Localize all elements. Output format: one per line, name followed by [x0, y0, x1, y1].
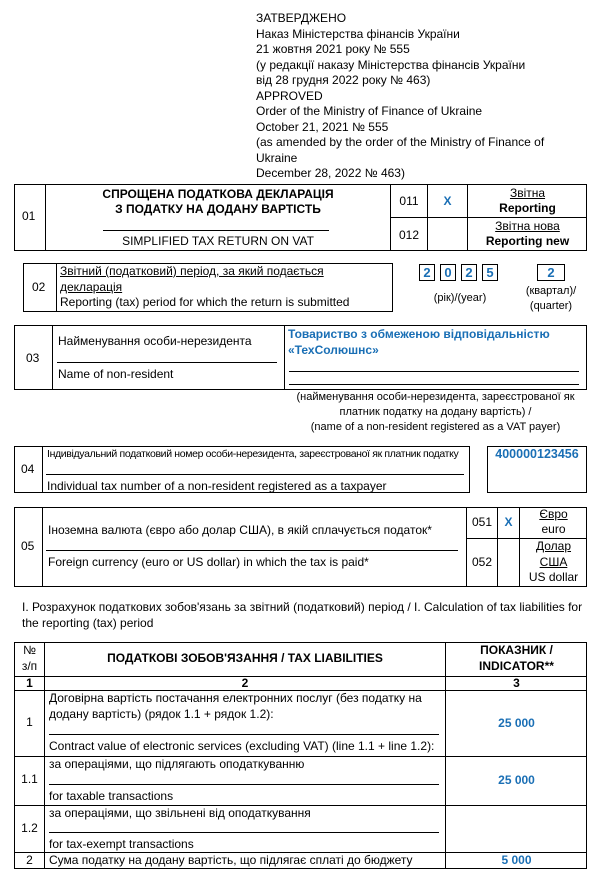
currency-usd-ua-1: Долар — [535, 539, 572, 553]
tax-number-label-en: Individual tax number of a non-resident registered as a taxpayer — [47, 479, 387, 493]
form-title-line: СПРОЩЕНА ПОДАТКОВА ДЕКЛАРАЦІЯ — [102, 187, 334, 201]
table-row-number: 2 — [26, 853, 33, 867]
table-row-number: 1.1 — [21, 772, 38, 786]
year-digit[interactable]: 2 — [419, 264, 435, 281]
column-index: 2 — [241, 676, 249, 690]
code-051: 051 — [471, 515, 493, 529]
period-label — [60, 264, 349, 311]
row-text-ua: Сума податку на додану вартість, що підлягає сплаті до бюджету — [49, 853, 413, 867]
table-row-number: 1 — [26, 715, 33, 729]
checkbox-051[interactable]: X — [504, 515, 513, 529]
header-line: ЗАТВЕРДЖЕНО — [256, 11, 347, 25]
type-reporting-new-ua: Звітна нова — [495, 219, 560, 233]
type-reporting-new — [468, 219, 587, 249]
type-reporting-ua: Звітна — [509, 186, 546, 200]
type-reporting — [468, 186, 587, 216]
currency-usd-ua-2: США — [539, 554, 568, 569]
table-header-num-1: № — [23, 643, 36, 657]
block-number: 03 — [26, 351, 40, 365]
code-011: 011 — [399, 194, 419, 208]
section-title-line-2: the reporting (tax) period — [22, 616, 154, 630]
block-number: 04 — [21, 462, 35, 476]
table-header-liabilities: ПОДАТКОВІ ЗОБОВ'ЯЗАННЯ / TAX LIABILITIES — [107, 651, 383, 665]
code-012: 012 — [398, 228, 420, 242]
year-digit[interactable]: 2 — [461, 264, 477, 281]
currency-usd — [520, 539, 587, 586]
header-line: від 28 грудня 2022 року № 463) — [256, 73, 431, 87]
table-row-value[interactable]: 25 000 — [498, 716, 535, 730]
header-line: 21 жовтня 2021 року № 555 — [256, 42, 410, 56]
year-label: (рік)/(year) — [433, 292, 487, 304]
code-052: 052 — [471, 555, 493, 569]
period-label-ua-2: декларація — [60, 279, 123, 294]
block-number: 05 — [21, 539, 35, 553]
checkbox-011[interactable]: X — [443, 194, 452, 208]
approval-header — [256, 11, 576, 182]
table-row-value[interactable]: 25 000 — [498, 773, 535, 787]
table-row-description — [49, 691, 443, 722]
header-line: (у редакції наказу Міністерства фінансів України — [256, 57, 526, 72]
name-note-1: (найменування особи-нерезидента, зареєстрованої як — [296, 391, 575, 403]
form-title-line: З ПОДАТКУ НА ДОДАНУ ВАРТІСТЬ — [115, 202, 321, 216]
form-title-ua — [46, 187, 390, 217]
period-label-ua-1: Звітний (податковий) період, за який подається — [60, 264, 324, 278]
currency-usd-en: US dollar — [528, 570, 579, 584]
column-index: 1 — [26, 676, 33, 690]
currency-euro-ua: Євро — [539, 507, 568, 521]
block-number: 01 — [22, 209, 36, 223]
section-title-line-1: І. Розрахунок податкових зобов'язань за звітний (податковий) період / І. Calculation of tax liabilities for — [22, 600, 583, 614]
row-text-ua: додану вартість) (рядок 1.1 + рядок 1.2): — [49, 706, 274, 721]
period-label-en: Reporting (tax) period for which the return is submitted — [60, 295, 350, 309]
name-label-en: Name of non-resident — [58, 367, 174, 381]
nonresident-name-line-1: Товариство з обмеженою відповідальністю — [288, 327, 550, 341]
row-text-en: for tax-exempt transactions — [49, 837, 194, 851]
row-text-ua: за операціями, що звільнені від оподаткування — [49, 806, 311, 820]
year-digit[interactable]: 5 — [482, 264, 498, 281]
column-index: 3 — [513, 676, 520, 690]
quarter-label-1: (квартал)/ — [525, 285, 577, 297]
table-header-indicator — [446, 643, 587, 674]
nonresident-name[interactable] — [288, 326, 550, 358]
row-text-ua: за операціями, що підлягають оподаткуванню — [49, 757, 305, 771]
header-line: Order of the Ministry of Finance of Ukraine — [256, 104, 483, 118]
header-line: APPROVED — [256, 88, 323, 103]
type-reporting-en: Reporting — [499, 201, 556, 215]
nonresident-name-line-2: «ТехСолюшнс» — [288, 343, 379, 357]
table-header-num-2: з/п — [21, 658, 38, 673]
row-text-ua: Договірна вартість постачання електронних послуг (без податку на — [49, 691, 422, 705]
table-row-value[interactable]: 5 000 — [501, 853, 532, 867]
row-text-en: for taxable transactions — [49, 789, 174, 803]
currency-label-en: Foreign currency (euro or US dollar) in which the tax is paid* — [48, 555, 369, 569]
header-line: October 21, 2021 № 555 — [256, 119, 389, 134]
table-header-indicator-2: INDICATOR** — [479, 658, 554, 673]
currency-label-ua: Іноземна валюта (євро або долар США), в якій сплачується податок* — [48, 523, 432, 537]
table-header-num — [15, 643, 44, 674]
currency-euro-en: euro — [541, 522, 566, 536]
form-title-en: SIMPLIFIED TAX RETURN ON VAT — [122, 234, 314, 248]
block-number: 02 — [32, 280, 46, 294]
header-line: Ukraine — [256, 150, 298, 165]
tax-number-value: 400000123456 — [495, 447, 579, 461]
year-digit[interactable]: 0 — [440, 264, 456, 281]
header-line: Наказ Міністерства фінансів України — [256, 26, 460, 41]
header-line: (as amended by the order of the Ministry of Finance of — [256, 135, 545, 149]
name-note — [284, 390, 587, 435]
name-note-3: (name of a non-resident registered as a VAT payer) — [310, 421, 561, 433]
table-row-number: 1.2 — [21, 821, 38, 835]
name-note-2: платник податку на додану вартість) / — [339, 406, 532, 418]
section-title — [22, 599, 597, 631]
type-reporting-new-en: Reporting new — [485, 234, 570, 248]
quarter-label — [518, 284, 584, 314]
header-line: December 28, 2022 № 463) — [256, 166, 405, 180]
table-header-indicator-1: ПОКАЗНИК / — [480, 643, 553, 657]
currency-euro — [520, 507, 587, 537]
quarter-label-2: (quarter) — [529, 300, 573, 312]
quarter-digit[interactable]: 2 — [537, 264, 565, 281]
tax-number-label-ua: Індивідуальний податковий номер особи-нерезидента, зареєстрованої як платник податку — [47, 448, 459, 460]
row-text-en: Contract value of electronic services (excluding VAT) (line 1.1 + line 1.2): — [49, 739, 435, 753]
name-label-ua: Найменування особи-нерезидента — [58, 334, 252, 348]
